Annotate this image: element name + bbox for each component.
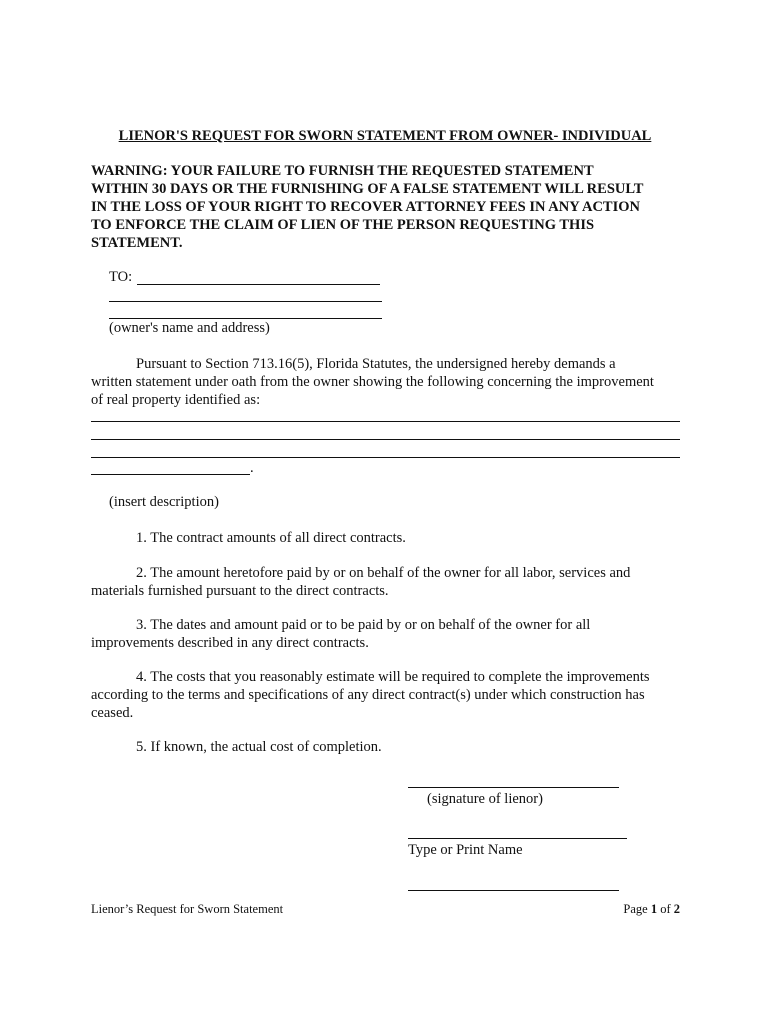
pursuant-line: written statement under oath from the owner showing the following concerning the improvement	[91, 374, 654, 390]
signature-caption: (signature of lienor)	[427, 791, 543, 807]
item-4-line: ceased.	[91, 705, 134, 721]
to-label: TO:	[109, 269, 133, 285]
description-line-1[interactable]	[91, 421, 680, 422]
signature-line[interactable]	[408, 787, 619, 788]
additional-signature-line[interactable]	[408, 890, 619, 891]
item-2-line: 2. The amount heretofore paid by or on behalf of the owner for all labor, services and	[136, 565, 631, 581]
description-period: .	[250, 460, 254, 476]
owner-address-line-2[interactable]	[109, 301, 382, 302]
item-2-line: materials furnished pursuant to the direct contracts.	[91, 583, 389, 599]
print-name-caption: Type or Print Name	[408, 842, 523, 858]
page-total: 2	[673, 902, 680, 916]
warning-line: WARNING: YOUR FAILURE TO FURNISH THE REQUESTED STATEMENT	[91, 163, 594, 179]
insert-description-caption: (insert description)	[109, 494, 219, 510]
warning-line: TO ENFORCE THE CLAIM OF LIEN OF THE PERSON REQUESTING THIS	[91, 217, 595, 233]
owner-address-line-1[interactable]	[137, 284, 380, 285]
owner-caption: (owner's name and address)	[109, 320, 270, 336]
description-line-3[interactable]	[91, 457, 680, 458]
item-1-line: 1. The contract amounts of all direct contracts.	[136, 530, 406, 546]
pursuant-line: of real property identified as:	[91, 392, 261, 408]
page-word: Page	[623, 902, 648, 916]
print-name-line[interactable]	[408, 838, 627, 839]
warning-line: WITHIN 30 DAYS OR THE FURNISHING OF A FALSE STATEMENT WILL RESULT	[91, 181, 644, 197]
item-5-line: 5. If known, the actual cost of completion.	[136, 739, 382, 755]
item-3-line: improvements described in any direct contracts.	[91, 635, 369, 651]
item-4-line: according to the terms and specifications of any direct contract(s) under which construction has	[91, 687, 645, 703]
document-title: LIENOR'S REQUEST FOR SWORN STATEMENT FROM OWNER- INDIVIDUAL	[118, 128, 652, 144]
owner-address-line-3[interactable]	[109, 318, 382, 319]
page-of: of	[660, 902, 671, 916]
warning-line: STATEMENT.	[91, 235, 183, 251]
item-3-line: 3. The dates and amount paid or to be paid by or on behalf of the owner for all	[136, 617, 591, 633]
description-line-2[interactable]	[91, 439, 680, 440]
warning-line: IN THE LOSS OF YOUR RIGHT TO RECOVER ATTORNEY FEES IN ANY ACTION	[91, 199, 640, 215]
description-line-4[interactable]	[91, 474, 250, 475]
footer-title: Lienor’s Request for Sworn Statement	[91, 902, 284, 916]
page-current: 1	[650, 902, 658, 916]
warning-block	[91, 162, 691, 252]
page-number	[623, 902, 680, 917]
pursuant-line: Pursuant to Section 713.16(5), Florida Statutes, the undersigned hereby demands a	[136, 356, 616, 372]
item-4-line: 4. The costs that you reasonably estimate will be required to complete the improvements	[136, 669, 650, 685]
